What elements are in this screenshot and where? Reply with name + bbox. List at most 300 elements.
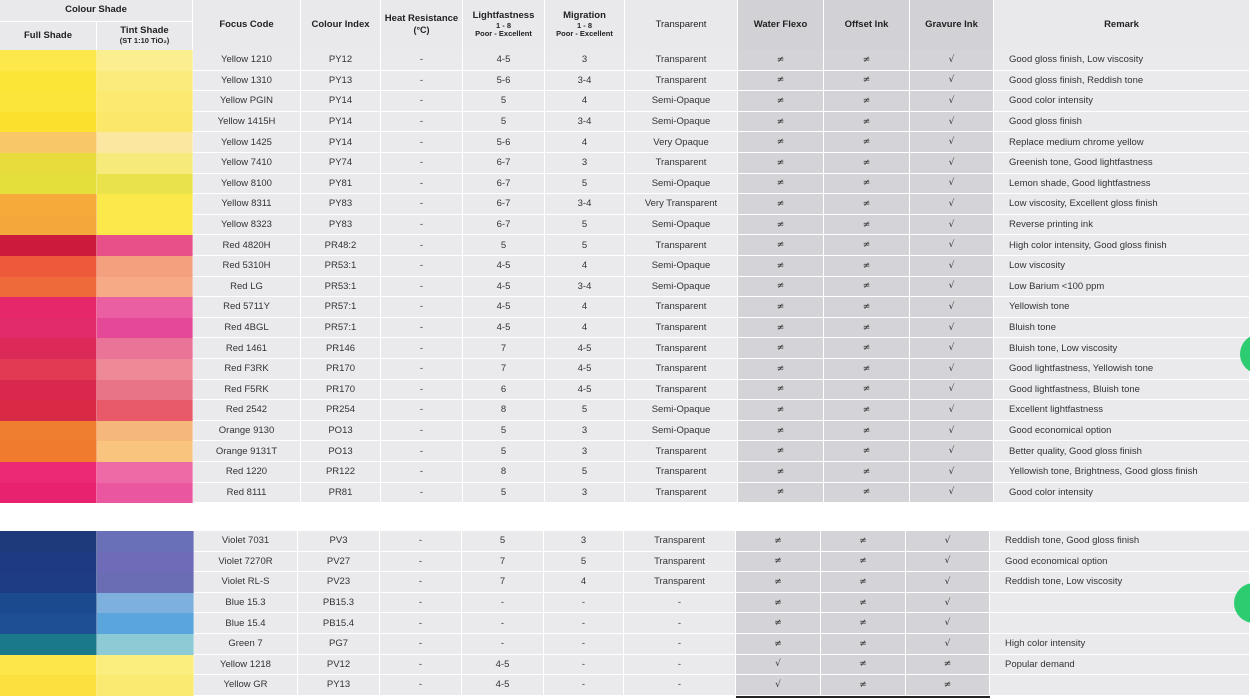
- migration-cell: 5: [545, 174, 625, 195]
- full-shade-swatch: [0, 380, 97, 401]
- colour-index-cell: PY74: [301, 153, 381, 174]
- migration-cell: 4: [545, 91, 625, 112]
- transparency-cell: Semi-Opaque: [625, 421, 738, 442]
- full-shade-swatch: [0, 277, 97, 298]
- colour-index-cell: PB15.4: [298, 613, 380, 634]
- water-flexo-cell: ≠: [738, 50, 824, 71]
- migration-cell: -: [544, 655, 624, 676]
- colour-index-cell: PY14: [301, 132, 381, 153]
- colour-index-cell: PV3: [298, 531, 380, 552]
- table-row: [0, 634, 1250, 655]
- heat-resistance-cell: -: [381, 359, 463, 380]
- water-flexo-cell: ≠: [738, 318, 824, 339]
- tint-shade-swatch: [97, 655, 194, 676]
- colour-index-cell: PR254: [301, 400, 381, 421]
- remark-cell: High color intensity: [990, 634, 1250, 655]
- transparency-cell: Semi-Opaque: [625, 277, 738, 298]
- water-flexo-cell: ≠: [738, 174, 824, 195]
- lightfastness-cell: 4-5: [463, 277, 545, 298]
- migration-cell: -: [544, 613, 624, 634]
- heat-resistance-cell: -: [381, 71, 463, 92]
- gravure-ink-header: Gravure Ink: [910, 0, 994, 50]
- transparency-cell: Transparent: [625, 50, 738, 71]
- heat-resistance-cell: -: [381, 400, 463, 421]
- migration-header: [545, 0, 625, 50]
- full-shade-swatch: [0, 318, 97, 339]
- gravure-ink-cell: √: [910, 112, 994, 133]
- lightfastness-cell: 5: [462, 531, 544, 552]
- transparent-header: Transparent: [625, 0, 738, 50]
- water-flexo-cell: ≠: [738, 338, 824, 359]
- transparency-cell: -: [624, 655, 736, 676]
- migration-cell: 3: [545, 50, 625, 71]
- full-shade-swatch: [0, 593, 97, 614]
- focus-code-header: Focus Code: [193, 0, 301, 50]
- remark-cell: Yellowish tone: [994, 297, 1250, 318]
- migration-title: Migration: [563, 9, 606, 21]
- remark-cell: Excellent lightfastness: [994, 400, 1250, 421]
- table-row: [0, 441, 1250, 462]
- water-flexo-cell: ≠: [738, 112, 824, 133]
- colour-shade-header: Colour Shade: [0, 0, 193, 22]
- heat-resistance-cell: -: [380, 593, 462, 614]
- heat-resistance-cell: -: [380, 675, 462, 696]
- lightfastness-cell: 5: [463, 421, 545, 442]
- full-shade-swatch: [0, 462, 97, 483]
- lightfastness-cell: 7: [462, 572, 544, 593]
- lightfastness-cell: 5: [463, 483, 545, 504]
- gravure-ink-cell: √: [910, 483, 994, 504]
- focus-code-cell: Yellow 1218: [194, 655, 298, 676]
- colour-index-cell: PG7: [298, 634, 380, 655]
- migration-cell: 4-5: [545, 359, 625, 380]
- gravure-ink-cell: √: [910, 297, 994, 318]
- migration-cell: 4-5: [545, 338, 625, 359]
- transparency-cell: Semi-Opaque: [625, 400, 738, 421]
- offset-ink-cell: ≠: [821, 552, 906, 573]
- focus-code-cell: Violet RL-S: [194, 572, 298, 593]
- full-shade-swatch: [0, 421, 97, 442]
- gravure-ink-cell: √: [906, 634, 990, 655]
- colour-index-cell: PY14: [301, 112, 381, 133]
- table-row: [0, 174, 1250, 195]
- lightfastness-cell: 4-5: [462, 655, 544, 676]
- tint-shade-swatch: [97, 318, 193, 339]
- lightfastness-cell: 4-5: [462, 675, 544, 696]
- remark-cell: [990, 675, 1250, 696]
- focus-code-cell: Yellow 1310: [193, 71, 301, 92]
- colour-index-cell: PR57:1: [301, 318, 381, 339]
- transparency-cell: Semi-Opaque: [625, 256, 738, 277]
- heat-resistance-cell: -: [381, 318, 463, 339]
- gravure-ink-cell: √: [910, 338, 994, 359]
- table-row: [0, 297, 1250, 318]
- full-shade-swatch: [0, 174, 97, 195]
- offset-ink-cell: ≠: [821, 613, 906, 634]
- full-shade-swatch: [0, 50, 97, 71]
- lightfastness-cell: 7: [463, 359, 545, 380]
- tint-shade-swatch: [97, 71, 193, 92]
- gravure-ink-cell: √: [910, 462, 994, 483]
- gravure-ink-cell: √: [910, 421, 994, 442]
- lightfastness-cell: 4-5: [463, 297, 545, 318]
- focus-code-cell: Yellow GR: [194, 675, 298, 696]
- transparency-cell: Transparent: [625, 235, 738, 256]
- heat-resistance-cell: -: [381, 380, 463, 401]
- water-flexo-header: Water Flexo: [738, 0, 824, 50]
- tint-shade-swatch: [97, 483, 193, 504]
- full-shade-swatch: [0, 531, 97, 552]
- tint-shade-swatch: [97, 359, 193, 380]
- offset-ink-cell: ≠: [824, 215, 910, 236]
- heat-resistance-cell: -: [381, 297, 463, 318]
- colour-index-cell: PB15.3: [298, 593, 380, 614]
- full-shade-swatch: [0, 256, 97, 277]
- tint-shade-swatch: [97, 675, 194, 696]
- transparency-cell: Transparent: [625, 483, 738, 504]
- transparency-cell: Transparent: [624, 572, 736, 593]
- migration-cell: 5: [544, 552, 624, 573]
- table-row: [0, 50, 1250, 71]
- heat-resistance-cell: -: [380, 572, 462, 593]
- gravure-ink-cell: √: [910, 91, 994, 112]
- heat-resistance-cell: -: [380, 613, 462, 634]
- offset-ink-cell: ≠: [821, 572, 906, 593]
- offset-ink-cell: ≠: [824, 297, 910, 318]
- full-shade-swatch: [0, 235, 97, 256]
- remark-cell: Low viscosity, Excellent gloss finish: [994, 194, 1250, 215]
- transparency-cell: Transparent: [624, 552, 736, 573]
- migration-cell: 5: [545, 235, 625, 256]
- lightfastness-scale: 1 - 8: [495, 20, 511, 30]
- lightfastness-cell: 5: [463, 112, 545, 133]
- gravure-ink-cell: √: [910, 318, 994, 339]
- gravure-ink-cell: ≠: [906, 655, 990, 676]
- lightfastness-cell: 5-6: [463, 71, 545, 92]
- full-shade-swatch: [0, 572, 97, 593]
- table-row: [0, 235, 1250, 256]
- offset-ink-cell: ≠: [821, 675, 906, 696]
- offset-ink-cell: ≠: [824, 400, 910, 421]
- lightfastness-cell: -: [462, 593, 544, 614]
- transparency-cell: Semi-Opaque: [625, 112, 738, 133]
- gravure-ink-cell: √: [906, 593, 990, 614]
- migration-cell: 3-4: [545, 277, 625, 298]
- remark-cell: Greenish tone, Good lightfastness: [994, 153, 1250, 174]
- tint-shade-swatch: [97, 531, 194, 552]
- focus-code-cell: Red 1220: [193, 462, 301, 483]
- water-flexo-cell: ≠: [738, 235, 824, 256]
- colour-index-cell: PV12: [298, 655, 380, 676]
- tint-shade-header: [97, 22, 193, 50]
- gravure-ink-cell: √: [910, 380, 994, 401]
- offset-ink-cell: ≠: [824, 318, 910, 339]
- full-shade-swatch: [0, 359, 97, 380]
- heat-resistance-cell: -: [381, 441, 463, 462]
- table-row: [0, 552, 1250, 573]
- offset-ink-cell: ≠: [824, 50, 910, 71]
- full-shade-swatch: [0, 634, 97, 655]
- table-row: [0, 256, 1250, 277]
- lightfastness-range: Poor - Excellent: [475, 29, 532, 39]
- heat-resistance-header: [381, 0, 463, 50]
- focus-code-cell: Red 8111: [193, 483, 301, 504]
- heat-resistance-cell: -: [381, 462, 463, 483]
- transparency-cell: Transparent: [625, 71, 738, 92]
- migration-cell: 3-4: [545, 71, 625, 92]
- gravure-ink-cell: √: [910, 132, 994, 153]
- full-shade-swatch: [0, 483, 97, 504]
- lightfastness-title: Lightfastness: [472, 9, 535, 21]
- migration-cell: 3-4: [545, 112, 625, 133]
- offset-ink-cell: ≠: [824, 132, 910, 153]
- colour-index-cell: PO13: [301, 441, 381, 462]
- offset-ink-cell: ≠: [821, 593, 906, 614]
- heat-resistance-cell: -: [381, 421, 463, 442]
- tint-shade-subtitle: (ST 1:10 TiO₂): [119, 36, 170, 46]
- tint-shade-swatch: [97, 256, 193, 277]
- lightfastness-cell: 6-7: [463, 194, 545, 215]
- heat-resistance-cell: -: [381, 153, 463, 174]
- focus-code-cell: Yellow 8100: [193, 174, 301, 195]
- migration-cell: 4-5: [545, 380, 625, 401]
- lightfastness-cell: 6: [463, 380, 545, 401]
- full-shade-swatch: [0, 400, 97, 421]
- focus-code-cell: Red 4820H: [193, 235, 301, 256]
- colour-index-cell: PR81: [301, 483, 381, 504]
- lightfastness-cell: -: [462, 634, 544, 655]
- remark-cell: Good gloss finish, Reddish tone: [994, 71, 1250, 92]
- heat-resistance-cell: -: [381, 174, 463, 195]
- offset-ink-cell: ≠: [824, 112, 910, 133]
- water-flexo-cell: ≠: [738, 421, 824, 442]
- table-row: [0, 194, 1250, 215]
- remark-cell: Reddish tone, Low viscosity: [990, 572, 1250, 593]
- gravure-ink-cell: √: [910, 235, 994, 256]
- heat-resistance-cell: -: [380, 655, 462, 676]
- transparency-cell: Transparent: [625, 441, 738, 462]
- colour-index-cell: PY14: [301, 91, 381, 112]
- tint-shade-swatch: [97, 194, 193, 215]
- heat-resistance-cell: -: [381, 112, 463, 133]
- water-flexo-cell: ≠: [738, 359, 824, 380]
- water-flexo-cell: ≠: [736, 552, 821, 573]
- table-row: [0, 132, 1250, 153]
- lightfastness-cell: 6-7: [463, 174, 545, 195]
- colour-index-cell: PR170: [301, 359, 381, 380]
- transparency-cell: Very Transparent: [625, 194, 738, 215]
- table-row: [0, 277, 1250, 298]
- offset-ink-cell: ≠: [821, 655, 906, 676]
- table-row: [0, 675, 1250, 696]
- tint-shade-swatch: [97, 462, 193, 483]
- remark-header: Remark: [994, 0, 1250, 50]
- remark-cell: Good color intensity: [994, 91, 1250, 112]
- heat-resistance-cell: -: [381, 256, 463, 277]
- colour-index-cell: PR146: [301, 338, 381, 359]
- remark-cell: Bluish tone, Low viscosity: [994, 338, 1250, 359]
- remark-cell: Low Barium <100 ppm: [994, 277, 1250, 298]
- water-flexo-cell: ≠: [736, 593, 821, 614]
- offset-ink-cell: ≠: [824, 462, 910, 483]
- full-shade-swatch: [0, 613, 97, 634]
- gravure-ink-cell: √: [910, 50, 994, 71]
- full-shade-swatch: [0, 552, 97, 573]
- tint-shade-swatch: [97, 572, 194, 593]
- table-row: [0, 318, 1250, 339]
- colour-index-cell: PR48:2: [301, 235, 381, 256]
- colour-index-cell: PR57:1: [301, 297, 381, 318]
- focus-code-cell: Orange 9131T: [193, 441, 301, 462]
- focus-code-cell: Yellow PGIN: [193, 91, 301, 112]
- offset-ink-cell: ≠: [824, 441, 910, 462]
- focus-code-cell: Blue 15.3: [194, 593, 298, 614]
- focus-code-cell: Yellow 1210: [193, 50, 301, 71]
- offset-ink-cell: ≠: [824, 194, 910, 215]
- table-row: [0, 572, 1250, 593]
- tint-shade-swatch: [97, 153, 193, 174]
- colour-index-cell: PY13: [301, 71, 381, 92]
- focus-code-cell: Violet 7270R: [194, 552, 298, 573]
- gravure-ink-cell: √: [910, 174, 994, 195]
- offset-ink-cell: ≠: [824, 380, 910, 401]
- remark-cell: Reverse printing ink: [994, 215, 1250, 236]
- heat-resistance-cell: -: [381, 483, 463, 504]
- lightfastness-cell: 5-6: [463, 132, 545, 153]
- transparency-cell: Transparent: [625, 359, 738, 380]
- tint-shade-title: Tint Shade: [120, 25, 169, 37]
- colour-index-cell: PY83: [301, 215, 381, 236]
- remark-cell: [990, 613, 1250, 634]
- full-shade-swatch: [0, 655, 97, 676]
- gravure-ink-cell: √: [910, 153, 994, 174]
- gravure-ink-cell: √: [906, 572, 990, 593]
- transparency-cell: Transparent: [624, 531, 736, 552]
- tint-shade-swatch: [97, 593, 194, 614]
- heat-resistance-cell: -: [380, 634, 462, 655]
- transparency-cell: Transparent: [625, 297, 738, 318]
- water-flexo-cell: ≠: [736, 531, 821, 552]
- migration-cell: 5: [545, 215, 625, 236]
- remark-cell: Popular demand: [990, 655, 1250, 676]
- focus-code-cell: Green 7: [194, 634, 298, 655]
- remark-cell: Better quality, Good gloss finish: [994, 441, 1250, 462]
- tint-shade-swatch: [97, 215, 193, 236]
- remark-cell: Good lightfastness, Bluish tone: [994, 380, 1250, 401]
- water-flexo-cell: ≠: [736, 572, 821, 593]
- transparency-cell: Semi-Opaque: [625, 174, 738, 195]
- migration-cell: 4: [545, 256, 625, 277]
- gravure-ink-cell: √: [906, 531, 990, 552]
- table-row: [0, 380, 1250, 401]
- migration-cell: -: [544, 675, 624, 696]
- migration-cell: 5: [545, 400, 625, 421]
- colour-index-cell: PR122: [301, 462, 381, 483]
- gravure-ink-cell: √: [910, 215, 994, 236]
- full-shade-swatch: [0, 675, 97, 696]
- offset-ink-cell: ≠: [824, 153, 910, 174]
- tint-shade-swatch: [97, 380, 193, 401]
- offset-ink-cell: ≠: [824, 277, 910, 298]
- colour-index-cell: PR170: [301, 380, 381, 401]
- tint-shade-swatch: [97, 297, 193, 318]
- migration-cell: 3: [545, 153, 625, 174]
- water-flexo-cell: ≠: [738, 380, 824, 401]
- heat-resistance-title: Heat Resistance: [384, 13, 459, 25]
- water-flexo-cell: ≠: [738, 441, 824, 462]
- migration-range: Poor - Excellent: [556, 29, 613, 39]
- full-shade-swatch: [0, 153, 97, 174]
- heat-resistance-cell: -: [381, 215, 463, 236]
- heat-resistance-unit: (°C): [413, 25, 430, 36]
- water-flexo-cell: ≠: [738, 277, 824, 298]
- heat-resistance-cell: -: [381, 277, 463, 298]
- remark-cell: Good lightfastness, Yellowish tone: [994, 359, 1250, 380]
- tint-shade-swatch: [97, 50, 193, 71]
- colour-index-cell: PY81: [301, 174, 381, 195]
- gravure-ink-cell: √: [910, 256, 994, 277]
- table-row: [0, 359, 1250, 380]
- migration-cell: -: [544, 634, 624, 655]
- lightfastness-cell: 4-5: [463, 318, 545, 339]
- colour-index-cell: PR53:1: [301, 256, 381, 277]
- table-row: [0, 483, 1250, 504]
- remark-cell: Lemon shade, Good lightfastness: [994, 174, 1250, 195]
- full-shade-swatch: [0, 132, 97, 153]
- migration-cell: 4: [545, 318, 625, 339]
- focus-code-cell: Red 2542: [193, 400, 301, 421]
- tint-shade-swatch: [97, 174, 193, 195]
- migration-cell: 4: [544, 572, 624, 593]
- migration-cell: 3: [545, 421, 625, 442]
- heat-resistance-cell: -: [381, 50, 463, 71]
- water-flexo-cell: √: [736, 655, 821, 676]
- tint-shade-swatch: [97, 613, 194, 634]
- lightfastness-cell: 6-7: [463, 215, 545, 236]
- transparency-cell: Transparent: [625, 318, 738, 339]
- colour-index-cell: PY12: [301, 50, 381, 71]
- full-shade-swatch: [0, 71, 97, 92]
- heat-resistance-cell: -: [381, 132, 463, 153]
- offset-ink-cell: ≠: [824, 338, 910, 359]
- lightfastness-cell: 8: [463, 400, 545, 421]
- offset-ink-cell: ≠: [821, 634, 906, 655]
- transparency-cell: Transparent: [625, 462, 738, 483]
- remark-cell: [990, 593, 1250, 614]
- lightfastness-cell: 5: [463, 235, 545, 256]
- migration-cell: -: [544, 593, 624, 614]
- gravure-ink-cell: √: [910, 194, 994, 215]
- full-shade-swatch: [0, 441, 97, 462]
- remark-cell: Good color intensity: [994, 483, 1250, 504]
- transparency-cell: -: [624, 675, 736, 696]
- focus-code-cell: Red LG: [193, 277, 301, 298]
- full-shade-header: Full Shade: [0, 22, 97, 50]
- migration-cell: 3-4: [545, 194, 625, 215]
- table-row: [0, 593, 1250, 614]
- transparency-cell: -: [624, 593, 736, 614]
- migration-cell: 3: [544, 531, 624, 552]
- water-flexo-cell: ≠: [738, 400, 824, 421]
- offset-ink-cell: ≠: [824, 91, 910, 112]
- remark-cell: Good gloss finish, Low viscosity: [994, 50, 1250, 71]
- table-row: [0, 112, 1250, 133]
- transparency-cell: Transparent: [625, 153, 738, 174]
- focus-code-cell: Violet 7031: [194, 531, 298, 552]
- lightfastness-header: [463, 0, 545, 50]
- water-flexo-cell: ≠: [738, 215, 824, 236]
- focus-code-cell: Yellow 8323: [193, 215, 301, 236]
